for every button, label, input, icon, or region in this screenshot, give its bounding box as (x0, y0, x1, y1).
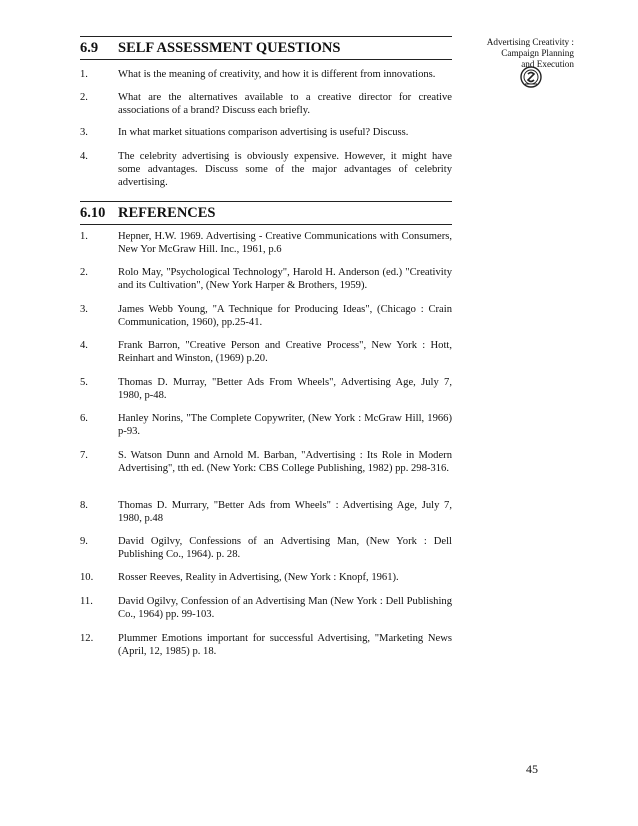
item-number: 4. (80, 340, 88, 351)
section-number: 6.10 (80, 205, 106, 221)
item-number: 1. (80, 69, 88, 80)
reference-item (80, 632, 452, 658)
item-text: What is the meaning of creativity, and how it is different from innovations. (118, 69, 436, 80)
item-text: Frank Barron, "Creative Person and Creative Process", New York : Hott, Reinhart and Winston, (1969) p.20. (118, 340, 452, 365)
section-heading-self-assessment (80, 36, 452, 60)
reference-item (80, 303, 452, 329)
running-header-line-1: Advertising Creativity : (486, 37, 574, 47)
item-text: Hepner, H.W. 1969. Advertising - Creative Communications with Consumers, New Yor McGraw Hill. Inc., 1961, p.6 (118, 231, 452, 256)
item-text: David Ogilvy, Confession of an Advertising Man (New York : Dell Publishing Co., 1964) pp. 99-103. (118, 596, 452, 621)
reference-item (80, 571, 452, 584)
item-text: David Ogilvy, Confessions of an Advertising Man, (New York : Dell Publishing Co., 1964). p. 28. (118, 536, 452, 561)
section-number: 6.9 (80, 40, 99, 56)
item-text: Thomas D. Murray, "Better Ads From Wheels", Advertising Age, July 7, 1980, p-48. (118, 377, 452, 402)
running-header (462, 37, 574, 70)
university-emblem-icon (520, 66, 542, 88)
item-number: 10. (80, 572, 94, 583)
item-text: Rosser Reeves, Reality in Advertising, (New York : Knopf, 1961). (118, 572, 399, 583)
item-text: In what market situations comparison advertising is useful? Discuss. (118, 127, 409, 138)
item-number: 7. (80, 450, 88, 461)
page-number: 45 (526, 762, 538, 776)
question-item (80, 91, 452, 117)
item-number: 5. (80, 377, 88, 388)
reference-item (80, 230, 452, 256)
running-header-line-3: and Execution (521, 59, 574, 69)
reference-item (80, 339, 452, 365)
item-number: 1. (80, 231, 88, 242)
running-header-line-2: Campaign Planning (501, 48, 574, 58)
item-number: 2. (80, 267, 88, 278)
reference-item (80, 449, 452, 475)
reference-item (80, 535, 452, 561)
item-text: S. Watson Dunn and Arnold M. Barban, "Advertising : Its Role in Modern Advertising", tth ed. (New York: CBS College Publishing, 1982) pp. 298-316. (118, 450, 452, 475)
item-text: The celebrity advertising is obviously expensive. However, it might have some advantages. Discuss some of the major advantages of celebrity advertising. (118, 151, 452, 189)
reference-item (80, 266, 452, 292)
reference-item (80, 412, 452, 438)
item-text: Plummer Emotions important for successful Advertising, "Marketing News (April, 12, 1985) p. 18. (118, 633, 452, 658)
reference-item (80, 376, 452, 402)
item-number: 2. (80, 92, 88, 103)
section-title: REFERENCES (118, 205, 216, 221)
reference-item (80, 499, 452, 525)
item-text: James Webb Young, "A Technique for Producing Ideas", (Chicago : Crain Communication, 1960), pp.25-41. (118, 304, 452, 329)
section-heading-references (80, 201, 452, 225)
item-number: 11. (80, 596, 93, 607)
item-text: Hanley Norins, "The Complete Copywriter, (New York : McGraw Hill, 1966) p-93. (118, 413, 452, 438)
item-number: 4. (80, 151, 88, 162)
item-number: 8. (80, 500, 88, 511)
item-number: 9. (80, 536, 88, 547)
item-number: 12. (80, 633, 94, 644)
item-text: What are the alternatives available to a creative director for creative associations of a brand? Discuss each briefly. (118, 92, 452, 117)
item-number: 3. (80, 304, 88, 315)
question-item (80, 68, 452, 81)
item-number: 3. (80, 127, 88, 138)
question-item (80, 126, 452, 139)
item-text: Rolo May, "Psychological Technology", Harold H. Anderson (ed.) "Creativity and its Cultivation", (New York Harper & Brothers, 1959). (118, 267, 452, 292)
question-item (80, 150, 452, 190)
item-number: 6. (80, 413, 88, 424)
reference-item (80, 595, 452, 621)
item-text: Thomas D. Murrary, "Better Ads from Wheels" : Advertising Age, July 7, 1980, p.48 (118, 500, 452, 525)
section-title: SELF ASSESSMENT QUESTIONS (118, 40, 341, 56)
